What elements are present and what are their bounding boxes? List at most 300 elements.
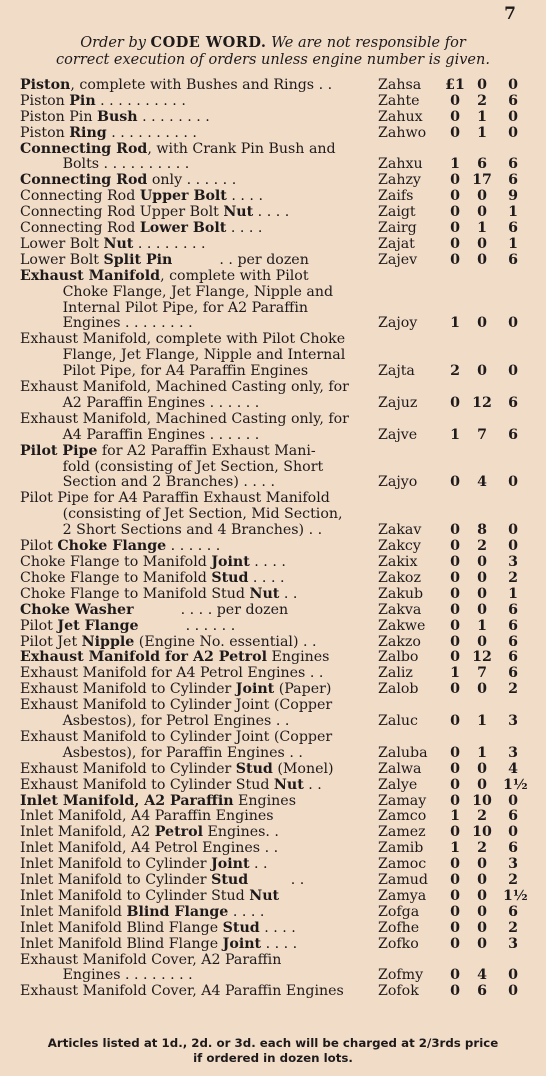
part-text: . . xyxy=(249,856,268,873)
price-pounds: 0 xyxy=(450,681,460,698)
price-shillings: 2 xyxy=(477,92,487,109)
price-shillings: 6 xyxy=(477,156,487,173)
part-text: Engines . . . . . . . . xyxy=(20,967,193,984)
price-pounds: 0 xyxy=(450,887,460,904)
part-text: Bolts . . . . . . . . . . xyxy=(20,156,190,173)
price-shillings: 1 xyxy=(477,744,487,761)
part-row xyxy=(0,824,546,840)
price-pounds: 0 xyxy=(450,236,460,252)
part-description xyxy=(20,443,370,459)
price-shillings: 1 xyxy=(477,712,487,729)
part-code-word: Zakub xyxy=(378,585,424,602)
part-text: Inlet Manifold xyxy=(20,903,127,920)
part-text: . . . . xyxy=(226,220,263,237)
price-pounds: 0 xyxy=(450,760,460,777)
part-row xyxy=(0,952,546,984)
price-pence: 2 xyxy=(508,569,518,586)
part-row xyxy=(0,634,546,650)
part-description xyxy=(20,920,370,936)
part-description xyxy=(20,284,370,300)
part-row xyxy=(0,602,546,618)
part-text: Exhaust Manifold to Cylinder Stud xyxy=(20,776,274,793)
part-description xyxy=(20,967,370,983)
part-row xyxy=(0,872,546,888)
price-pounds: 0 xyxy=(450,220,460,237)
part-name-emphasis: Choke Flange xyxy=(57,538,167,555)
price-shillings: 0 xyxy=(477,919,487,936)
part-row xyxy=(0,109,546,125)
part-text: , complete with Bushes and Rings . . xyxy=(70,77,333,93)
part-text: Choke Flange to Manifold Stud xyxy=(20,585,250,602)
part-row xyxy=(0,252,546,268)
part-code-word: Zofga xyxy=(378,903,420,920)
part-text: Engines xyxy=(267,649,330,666)
price-pence: 6 xyxy=(508,665,518,682)
part-description xyxy=(20,172,370,188)
part-name-emphasis: Nut xyxy=(249,585,280,602)
part-description xyxy=(20,856,370,872)
part-code-word: Zofok xyxy=(378,983,419,1000)
part-row xyxy=(0,141,546,173)
price-pounds: 0 xyxy=(450,712,460,729)
part-text: . . . . xyxy=(249,554,286,570)
part-description xyxy=(20,681,370,697)
part-description xyxy=(20,395,370,411)
part-row xyxy=(0,93,546,109)
part-text: Piston Pin xyxy=(20,108,97,125)
part-description xyxy=(20,713,370,729)
part-code-word: Zajve xyxy=(378,426,418,443)
price-shillings: 17 xyxy=(472,172,492,189)
price-pence: 6 xyxy=(508,92,518,109)
price-shillings: 0 xyxy=(477,887,487,904)
part-text: Exhaust Manifold Cover, A2 Paraffin xyxy=(20,951,282,968)
price-pounds: 1 xyxy=(450,840,460,857)
part-code-word: Zakzo xyxy=(378,633,421,650)
part-name-emphasis: Blind Flange xyxy=(126,903,229,920)
part-text: . . . . per dozen xyxy=(133,601,289,618)
price-pence: 0 xyxy=(508,77,518,93)
price-shillings: 0 xyxy=(477,760,487,777)
price-pounds: 0 xyxy=(450,92,460,109)
part-text: . . . . . . . . . . xyxy=(106,124,197,141)
part-code-word: Zaluc xyxy=(378,712,418,729)
part-name-emphasis: Pin xyxy=(69,92,96,109)
part-row xyxy=(0,936,546,952)
part-row xyxy=(0,840,546,856)
price-pounds: 0 xyxy=(450,394,460,411)
price-pence: 1½ xyxy=(503,776,528,793)
part-text: Inlet Manifold Blind Flange xyxy=(20,935,223,952)
price-shillings: 2 xyxy=(477,840,487,857)
price-pounds: 1 xyxy=(450,426,460,443)
price-pence: 3 xyxy=(508,935,518,952)
part-description xyxy=(20,474,370,490)
part-name-emphasis: Petrol xyxy=(154,824,203,841)
part-description xyxy=(20,315,370,331)
part-text: Connecting Rod xyxy=(20,220,140,237)
part-text: Inlet Manifold Blind Flange xyxy=(20,919,223,936)
part-description xyxy=(20,808,370,824)
part-row xyxy=(0,570,546,586)
price-shillings: 6 xyxy=(477,983,487,1000)
price-shillings: 12 xyxy=(472,649,492,666)
price-shillings: 1 xyxy=(477,124,487,141)
part-code-word: Zakwe xyxy=(378,617,426,634)
price-shillings: 0 xyxy=(477,585,487,602)
price-pounds: 0 xyxy=(450,538,460,555)
price-shillings: 0 xyxy=(477,681,487,698)
part-text: Inlet Manifold to Cylinder xyxy=(20,856,212,873)
part-code-word: Zamoc xyxy=(378,856,427,873)
part-text: Section and 2 Branches) . . . . xyxy=(20,474,275,491)
part-text: fold (consisting of Jet Section, Short xyxy=(20,458,324,475)
price-pounds: 1 xyxy=(450,665,460,682)
part-row xyxy=(0,172,546,188)
part-code-word: Zofmy xyxy=(378,967,424,984)
part-code-word: Zakva xyxy=(378,601,422,618)
part-name-emphasis: Exhaust Manifold xyxy=(20,267,161,284)
part-text: Inlet Manifold to Cylinder Stud xyxy=(20,887,250,904)
part-text: Connecting Rod xyxy=(20,188,140,205)
price-pounds: 0 xyxy=(450,919,460,936)
part-row xyxy=(0,220,546,236)
part-code-word: Zahwo xyxy=(378,124,427,141)
part-description xyxy=(20,665,370,681)
part-text: Exhaust Manifold to Cylinder xyxy=(20,760,236,777)
price-pence: 1 xyxy=(508,236,518,252)
price-shillings: 0 xyxy=(477,204,487,221)
part-code-word: Zalwa xyxy=(378,760,422,777)
part-description xyxy=(20,506,370,522)
part-code-word: Zajuz xyxy=(378,394,418,411)
part-description xyxy=(20,268,370,284)
part-text: Exhaust Manifold, Machined Casting only, for xyxy=(20,379,349,396)
price-pounds: 1 xyxy=(450,315,460,332)
part-text: Choke Flange to Manifold xyxy=(20,554,212,570)
price-pence: 0 xyxy=(508,474,518,491)
price-pence: 0 xyxy=(508,824,518,841)
part-code-word: Zalbo xyxy=(378,649,419,666)
part-description xyxy=(20,888,370,904)
notice-line-2: correct execution of orders unless engine number is given. xyxy=(56,52,490,68)
price-pence: 6 xyxy=(508,220,518,237)
part-name-emphasis: Connecting Rod xyxy=(20,140,148,157)
part-row xyxy=(0,236,546,252)
part-text: , complete with Pilot xyxy=(160,267,309,284)
price-pounds: £1 xyxy=(445,77,465,93)
part-description xyxy=(20,936,370,952)
part-row xyxy=(0,490,546,538)
price-pence: 4 xyxy=(508,760,518,777)
part-code-word: Zajat xyxy=(378,236,415,252)
part-name-emphasis: Exhaust Manifold for A2 Petrol xyxy=(20,649,267,666)
price-pounds: 0 xyxy=(450,744,460,761)
part-description xyxy=(20,93,370,109)
price-shillings: 1 xyxy=(477,108,487,125)
price-shillings: 0 xyxy=(477,315,487,332)
part-text: 2 Short Sections and 4 Branches) . . xyxy=(20,522,323,539)
part-code-word: Zakav xyxy=(378,522,422,539)
page-number: 7 xyxy=(504,4,516,24)
part-text: . . . . xyxy=(226,188,263,205)
part-row xyxy=(0,665,546,681)
price-shillings: 0 xyxy=(477,633,487,650)
price-pence: 1 xyxy=(508,585,518,602)
part-code-word: Zahux xyxy=(378,108,423,125)
price-shillings: 0 xyxy=(477,363,487,380)
part-code-word: Zajoy xyxy=(378,315,418,332)
price-shillings: 0 xyxy=(477,554,487,570)
part-text: . . . . xyxy=(261,935,298,952)
price-pence: 0 xyxy=(508,792,518,809)
price-shillings: 1 xyxy=(477,220,487,237)
price-pounds: 0 xyxy=(450,251,460,268)
part-row xyxy=(0,920,546,936)
part-row xyxy=(0,204,546,220)
part-description xyxy=(20,331,370,347)
part-name-emphasis: Nut xyxy=(273,776,304,793)
part-description xyxy=(20,824,370,840)
price-pence: 6 xyxy=(508,649,518,666)
price-pounds: 0 xyxy=(450,824,460,841)
price-pence: 2 xyxy=(508,681,518,698)
price-pence: 6 xyxy=(508,601,518,618)
part-code-word: Zofhe xyxy=(378,919,420,936)
part-code-word: Zaigt xyxy=(378,204,416,221)
part-name-emphasis: Joint xyxy=(211,554,250,570)
dozen-lots-footer xyxy=(0,1036,546,1066)
part-row xyxy=(0,761,546,777)
price-pounds: 0 xyxy=(450,649,460,666)
price-pence: 6 xyxy=(508,808,518,825)
part-description xyxy=(20,793,370,809)
price-pence: 1 xyxy=(508,204,518,221)
part-name-emphasis: Nut xyxy=(249,887,280,904)
part-name-emphasis: Pilot Pipe xyxy=(20,442,98,459)
part-text: . . . . . . . . xyxy=(133,236,206,252)
part-text: only . . . . . . xyxy=(147,172,237,189)
part-code-word: Zakix xyxy=(378,554,418,570)
price-shillings: 0 xyxy=(477,601,487,618)
part-description xyxy=(20,459,370,475)
part-name-emphasis: Stud xyxy=(222,919,260,936)
part-description xyxy=(20,761,370,777)
part-row xyxy=(0,538,546,554)
price-pounds: 0 xyxy=(450,601,460,618)
price-shillings: 1 xyxy=(477,617,487,634)
price-pence: 3 xyxy=(508,856,518,873)
part-name-emphasis: Nipple xyxy=(81,633,135,650)
price-pence: 6 xyxy=(508,156,518,173)
part-description xyxy=(20,649,370,665)
part-text: Pilot xyxy=(20,617,58,634)
part-code-word: Zajev xyxy=(378,251,418,268)
price-shillings: 10 xyxy=(472,792,492,809)
price-pounds: 0 xyxy=(450,204,460,221)
price-pence: 0 xyxy=(508,315,518,332)
part-description xyxy=(20,109,370,125)
part-name-emphasis: Stud xyxy=(235,760,273,777)
price-pence: 6 xyxy=(508,251,518,268)
price-shillings: 0 xyxy=(477,236,487,252)
price-pounds: 0 xyxy=(450,554,460,570)
notice-suffix: We are not responsible for xyxy=(271,35,466,51)
part-description xyxy=(20,618,370,634)
part-text: Lower Bolt xyxy=(20,251,104,268)
price-pence: 1½ xyxy=(503,887,528,904)
part-row xyxy=(0,793,546,809)
price-pounds: 0 xyxy=(450,903,460,920)
part-description xyxy=(20,220,370,236)
part-row xyxy=(0,443,546,491)
part-code-word: Zamya xyxy=(378,887,427,904)
part-code-word: Zahte xyxy=(378,92,420,109)
part-description xyxy=(20,952,370,968)
price-pence: 6 xyxy=(508,426,518,443)
price-shillings: 0 xyxy=(477,569,487,586)
price-pounds: 0 xyxy=(450,124,460,141)
part-text: Exhaust Manifold to Cylinder Joint (Copper xyxy=(20,728,333,745)
part-text: Exhaust Manifold, Machined Casting only, for xyxy=(20,410,349,427)
part-description xyxy=(20,538,370,554)
price-pounds: 0 xyxy=(450,856,460,873)
part-text: Exhaust Manifold, complete with Pilot Choke xyxy=(20,331,346,348)
part-text: Connecting Rod Upper Bolt xyxy=(20,204,224,221)
price-pounds: 0 xyxy=(450,474,460,491)
part-row xyxy=(0,268,546,332)
part-name-emphasis: Lower Bolt xyxy=(139,220,227,237)
price-pounds: 1 xyxy=(450,156,460,173)
part-description xyxy=(20,904,370,920)
order-notice xyxy=(0,34,546,69)
notice-code-word: CODE WORD. xyxy=(150,34,267,51)
part-text: A4 Paraffin Engines . . . . . . xyxy=(20,426,260,443)
price-shillings: 2 xyxy=(477,808,487,825)
part-text: Inlet Manifold, A4 Paraffin Engines xyxy=(20,808,274,825)
part-code-word: Zaifs xyxy=(378,188,414,205)
price-pence: 3 xyxy=(508,744,518,761)
price-pence: 2 xyxy=(508,872,518,888)
price-shillings: 8 xyxy=(477,522,487,539)
part-code-word: Zamez xyxy=(378,824,426,841)
part-name-emphasis: Nut xyxy=(223,204,254,221)
part-code-word: Zalob xyxy=(378,681,419,698)
part-name-emphasis: Stud xyxy=(211,872,249,888)
price-shillings: 0 xyxy=(477,77,487,93)
part-description xyxy=(20,125,370,141)
part-row xyxy=(0,697,546,729)
part-text: . . xyxy=(303,776,322,793)
price-pounds: 0 xyxy=(450,872,460,888)
part-description xyxy=(20,379,370,395)
part-text: Pilot Jet xyxy=(20,633,82,650)
part-row xyxy=(0,188,546,204)
part-code-word: Zamay xyxy=(378,792,427,809)
part-text: Asbestos), for Paraffin Engines . . xyxy=(20,744,303,761)
part-text: Exhaust Manifold to Cylinder xyxy=(20,681,236,698)
price-pence: 0 xyxy=(508,124,518,141)
part-text: Lower Bolt xyxy=(20,236,104,252)
part-code-word: Zamco xyxy=(378,808,427,825)
part-row xyxy=(0,649,546,665)
part-text: . . . . xyxy=(259,919,296,936)
footer-line-1: Articles listed at 1d., 2d. or 3d. each will be charged at 2/3rds price xyxy=(47,1036,499,1050)
part-text: Asbestos), for Petrol Engines . . xyxy=(20,712,290,729)
part-text: Choke Flange to Manifold xyxy=(20,569,212,586)
part-code-word: Zofko xyxy=(378,935,419,952)
price-pence: 6 xyxy=(508,394,518,411)
part-text: . . xyxy=(248,872,305,888)
price-shillings: 7 xyxy=(477,665,487,682)
price-pence: 3 xyxy=(508,554,518,570)
part-code-word: Zakcy xyxy=(378,538,421,555)
part-text: Pilot Pipe, for A4 Paraffin Engines xyxy=(20,363,309,380)
price-shillings: 0 xyxy=(477,935,487,952)
part-description xyxy=(20,156,370,172)
part-description xyxy=(20,777,370,793)
price-pounds: 0 xyxy=(450,983,460,1000)
part-text: Piston xyxy=(20,124,70,141)
part-code-word: Zakoz xyxy=(378,569,421,586)
part-description xyxy=(20,300,370,316)
price-pence: 6 xyxy=(508,633,518,650)
part-text: (consisting of Jet Section, Mid Section, xyxy=(20,506,343,523)
part-text: (Paper) xyxy=(274,681,332,698)
part-row xyxy=(0,586,546,602)
price-pence: 6 xyxy=(508,840,518,857)
price-shillings: 0 xyxy=(477,856,487,873)
price-shillings: 10 xyxy=(472,824,492,841)
part-text: , with Crank Pin Bush and xyxy=(147,140,336,157)
price-shillings: 4 xyxy=(477,474,487,491)
part-description xyxy=(20,522,370,538)
part-name-emphasis: Stud xyxy=(211,569,249,586)
part-description xyxy=(20,983,370,999)
part-code-word: Zahzy xyxy=(378,172,421,189)
part-text: Exhaust Manifold for A4 Petrol Engines . . xyxy=(20,665,324,682)
part-row xyxy=(0,808,546,824)
part-text: Engines. . xyxy=(202,824,279,841)
price-pence: 9 xyxy=(508,188,518,205)
price-shillings: 0 xyxy=(477,251,487,268)
part-description xyxy=(20,427,370,443)
part-description xyxy=(20,745,370,761)
part-name-emphasis: Joint xyxy=(222,935,262,952)
part-text: Exhaust Manifold Cover, A4 Paraffin Engines xyxy=(20,983,344,1000)
part-row xyxy=(0,681,546,697)
price-shillings: 0 xyxy=(477,903,487,920)
part-description xyxy=(20,204,370,220)
part-description xyxy=(20,697,370,713)
part-row xyxy=(0,777,546,793)
price-pounds: 0 xyxy=(450,188,460,205)
part-text: for A2 Paraffin Exhaust Mani- xyxy=(97,442,316,459)
part-text: Inlet Manifold, A4 Petrol Engines . . xyxy=(20,840,279,857)
price-pounds: 0 xyxy=(450,522,460,539)
part-text: . . . . . . xyxy=(166,538,221,555)
price-pence: 0 xyxy=(508,363,518,380)
part-text: (Engine No. essential) . . xyxy=(134,633,317,650)
part-code-word: Zalye xyxy=(378,776,418,793)
part-text: Pilot Pipe for A4 Paraffin Exhaust Manifold xyxy=(20,490,330,507)
part-text: Inlet Manifold to Cylinder xyxy=(20,872,212,888)
price-pounds: 0 xyxy=(450,108,460,125)
price-pounds: 0 xyxy=(450,967,460,984)
price-pence: 6 xyxy=(508,617,518,634)
part-text: . . . . . . . . . . xyxy=(95,92,186,109)
part-name-emphasis: Piston xyxy=(20,77,71,93)
